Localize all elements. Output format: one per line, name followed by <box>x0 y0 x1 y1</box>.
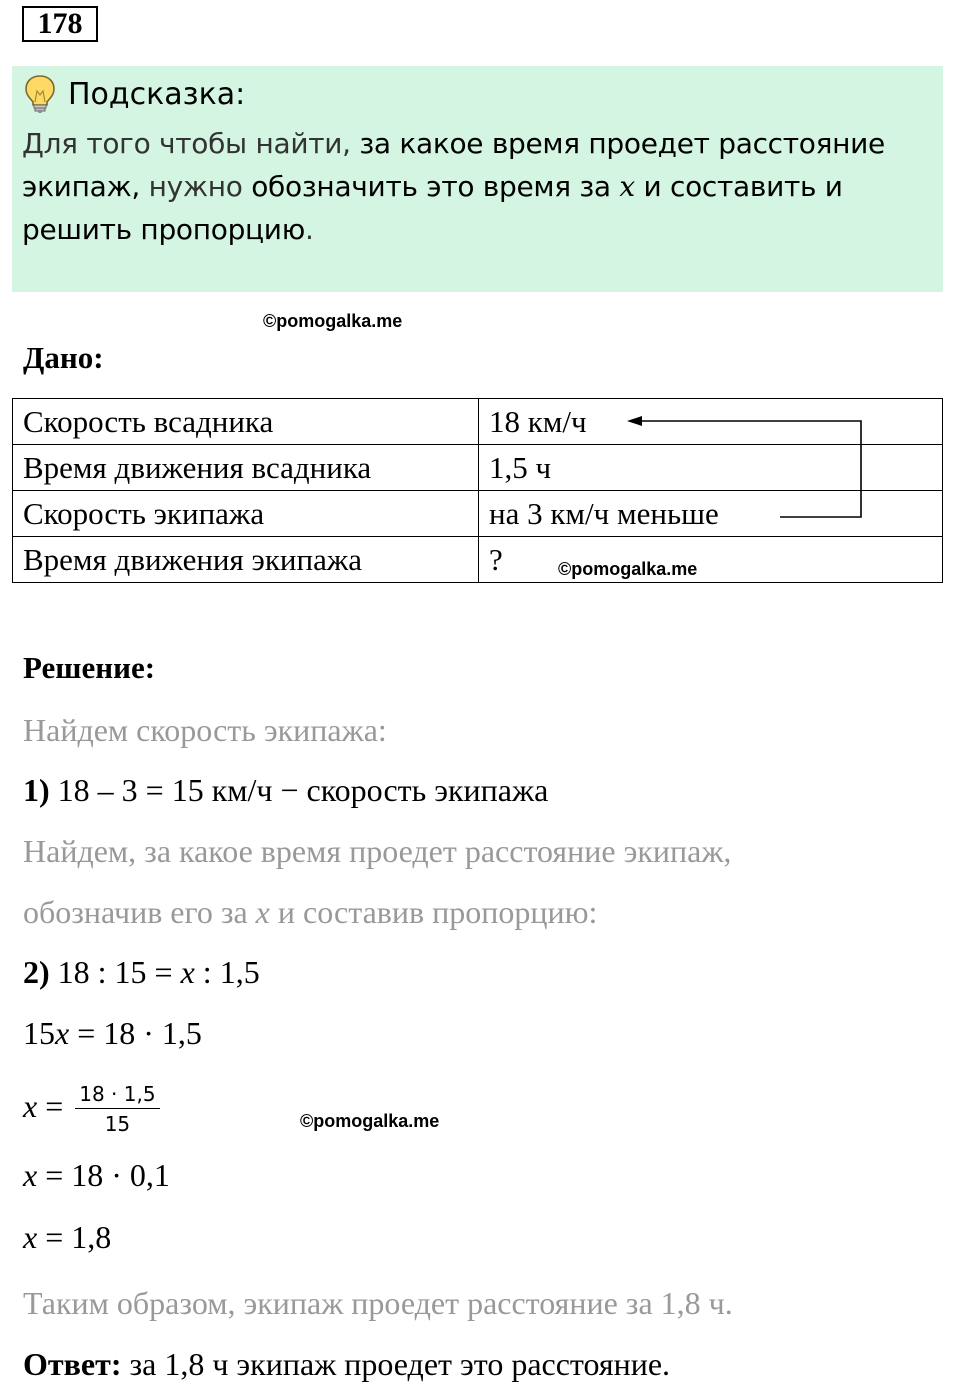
answer-label: Ответ: <box>23 1346 122 1382</box>
text-part: обозначив его за <box>23 894 256 930</box>
fraction <box>75 1080 159 1139</box>
fraction-numerator: 18 · 1,5 <box>75 1080 159 1109</box>
equation <box>23 1217 111 1257</box>
hint-variable: x <box>619 170 635 203</box>
equation-part: = 1,8 <box>37 1219 112 1255</box>
fraction-denominator: 15 <box>104 1112 131 1137</box>
variable: x <box>23 1088 38 1124</box>
table-cell-value: ? <box>479 537 943 583</box>
variable: x <box>23 1219 38 1255</box>
variable: x <box>180 954 195 990</box>
hint-text-part: за какое время проедет расстояние экипаж, <box>22 127 885 203</box>
table-cell-label: Время движения всадника <box>13 445 479 491</box>
equation <box>23 1013 202 1053</box>
hint-title: Подсказка: <box>68 77 246 112</box>
given-heading: Дано: <box>23 340 104 375</box>
table-cell-label: Скорость всадника <box>13 399 479 445</box>
hint-text-part: . <box>304 213 314 246</box>
step-text: : 1,5 <box>194 954 260 990</box>
step-number: 2) <box>23 954 50 990</box>
watermark: ©pomogalka.me <box>263 311 403 331</box>
table-cell-value: 18 км/ч <box>479 399 943 445</box>
equation-part: = 18 · 0,1 <box>37 1157 170 1193</box>
table-cell-label: Время движения экипажа <box>13 537 479 583</box>
hint-text-part: и составить и решить пропорцию <box>22 170 843 246</box>
hint-text-part: обозначить это время за <box>251 170 620 203</box>
equation-part: = <box>37 1088 64 1124</box>
equation-fraction <box>23 1074 160 1139</box>
explanation-text: Найдем скорость экипажа: <box>23 712 387 748</box>
equation <box>23 1155 170 1195</box>
variable: x <box>23 1157 38 1193</box>
task-number: 178 <box>22 6 98 42</box>
watermark: ©pomogalka.me <box>558 559 698 579</box>
variable: x <box>55 1015 70 1051</box>
step-2 <box>23 952 260 992</box>
step-1 <box>23 770 548 810</box>
table-cell-label: Скорость экипажа <box>13 491 479 537</box>
equation-part: = 18 · 1,5 <box>69 1015 202 1051</box>
step-number: 1) <box>23 772 50 808</box>
solution-heading: Решение: <box>23 650 156 685</box>
explanation-text <box>23 892 597 932</box>
table-cell-value: на 3 км/ч меньше <box>479 491 943 537</box>
hint-text-part: Для того чтобы найти, <box>22 127 360 160</box>
step-text: 18 – 3 = 15 км/ч − скорость экипажа <box>49 772 549 808</box>
hint-text-part: нужно <box>139 170 252 203</box>
answer <box>23 1344 670 1384</box>
answer-text: за 1,8 ч экипаж проедет это расстояние. <box>121 1346 671 1382</box>
variable: x <box>255 894 270 930</box>
conclusion-text: Таким образом, экипаж проедет расстояние за 1,8 ч. <box>23 1285 733 1321</box>
table-cell-value: 1,5 ч <box>479 445 943 491</box>
text-part: и составив пропорцию: <box>269 894 598 930</box>
watermark: ©pomogalka.me <box>300 1111 440 1131</box>
equation-part: 15 <box>23 1015 55 1051</box>
explanation-text: Найдем, за какое время проедет расстояние экипаж, <box>23 833 732 869</box>
comparison-arrow <box>0 0 960 620</box>
step-text: 18 : 15 = <box>49 954 181 990</box>
